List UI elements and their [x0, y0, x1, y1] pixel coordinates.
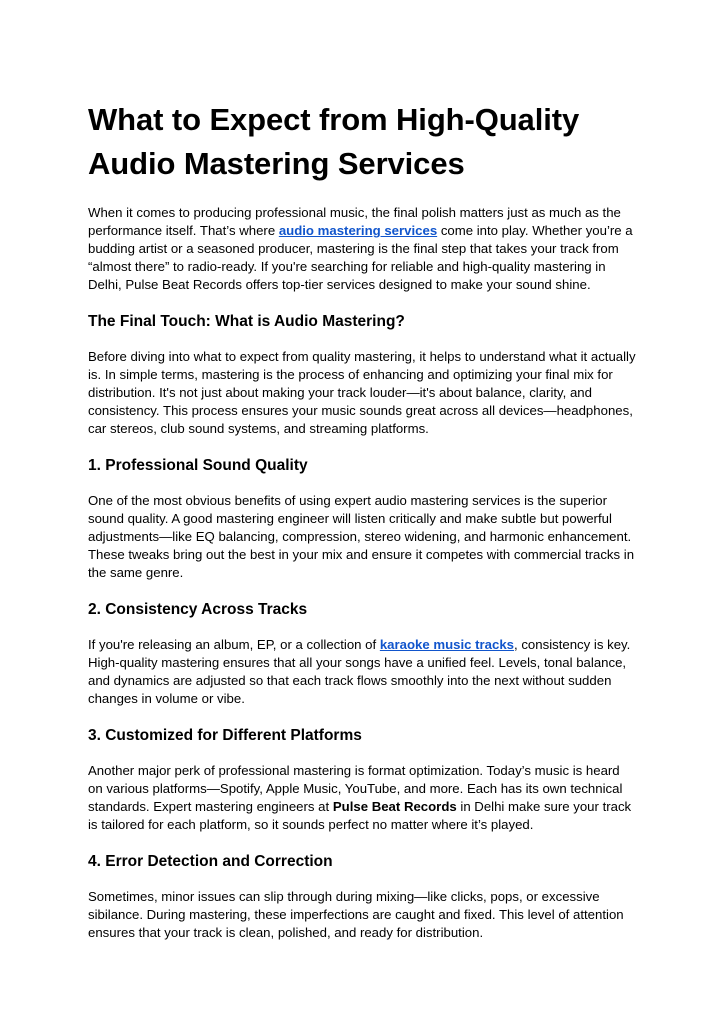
section-body-what-is-mastering: Before diving into what to expect from quality mastering, it helps to understand what it actually is. In simple terms, mastering is the process of enhancing and optimizing your final mix for distribution. It's not just about making your track louder—it's about balance, clarity, and consistency. This process ensures your music sounds great across all devices—headphones, car stereos, club sound systems, and streaming platforms.: [88, 349, 636, 436]
section-body-consistency: [88, 636, 636, 708]
pulse-beat-records-bold: Pulse Beat Records: [332, 799, 457, 814]
audio-mastering-services-link[interactable]: audio mastering services: [278, 223, 438, 238]
page-title: What to Expect from High-Quality Audio Mastering Services: [88, 102, 580, 181]
intro-text-2: come into play. Whether you’re a budding artist or a seasoned producer, mastering is the final step that takes your track from “almost there” to radio-ready. If you're searching for reliable and high-quality mastering in Delhi, Pulse Beat Records offers top-tier services designed to make your sound shine.: [88, 223, 633, 292]
section-heading-sound-quality: 1. Professional Sound Quality: [88, 457, 308, 474]
section-body-sound-quality: One of the most obvious benefits of using expert audio mastering services is the superior sound quality. A good mastering engineer will listen critically and make subtle but powerful adjustments—like EQ balancing, compression, stereo widening, and harmonic enhancement. These tweaks bring out the best in your mix and ensure it competes with commercial tracks in the same genre.: [88, 493, 635, 580]
document-page: [88, 98, 636, 942]
consistency-text-2: , consistency is key. High-quality mastering ensures that all your songs have a unified feel. Levels, tonal balance, and dynamics are adjusted so that each track flows smoothly into the next without sudden changes in volume or vibe.: [88, 637, 631, 706]
section-heading-what-is-mastering: The Final Touch: What is Audio Mastering?: [88, 313, 405, 330]
intro-paragraph: [88, 204, 636, 294]
platforms-text-2: in Delhi make sure your track is tailored for each platform, so it sounds perfect no matter where it’s played.: [88, 799, 632, 832]
section-heading-consistency: 2. Consistency Across Tracks: [88, 601, 308, 618]
section-body-error-detection: Sometimes, minor issues can slip through during mixing—like clicks, pops, or excessive sibilance. During mastering, these imperfections are caught and fixed. This level of attention ensures that your track is clean, polished, and ready for distribution.: [88, 889, 624, 940]
section-body-platforms: [88, 762, 636, 834]
consistency-text-1: If you're releasing an album, EP, or a collection of: [88, 637, 380, 652]
intro-text-1: When it comes to producing professional music, the final polish matters just as much as the performance itself. That’s where: [88, 205, 621, 238]
platforms-text-1: Another major perk of professional mastering is format optimization. Today’s music is heard on various platforms—Spotify, Apple Music, YouTube, and more. Each has its own technical standards. Expert mastering engineers at: [88, 763, 623, 814]
section-heading-error-detection: 4. Error Detection and Correction: [88, 853, 333, 870]
karaoke-music-tracks-link[interactable]: karaoke music tracks: [379, 637, 515, 652]
section-heading-platforms: 3. Customized for Different Platforms: [88, 727, 362, 744]
